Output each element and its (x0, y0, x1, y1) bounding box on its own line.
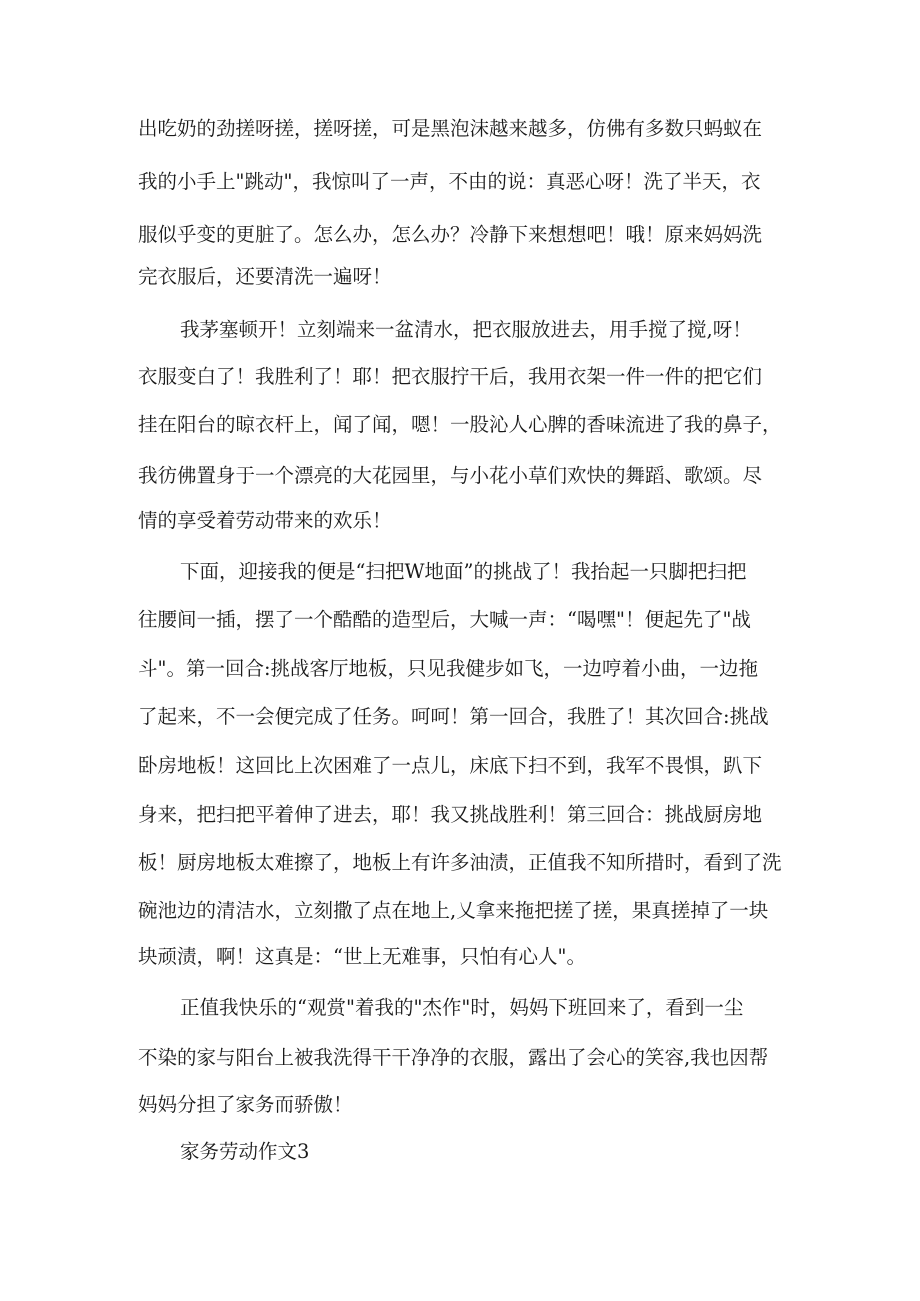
paragraph-2-line-4: 我彷佛置身于一个漂亮的大花园里，与小花小草们欢快的舞蹈、歌颂。尽 (138, 464, 763, 487)
paragraph-3-line-3: 斗"。第一回合:挑战客厅地板，只见我健步如飞，一边哼着小曲，一边拖 (138, 657, 759, 680)
paragraph-3-line-1: 下面，迎接我的便是“扫把W地面”的挑战了！我抬起一只脚把扫把 (180, 560, 747, 583)
paragraph-4-line-2: 不染的家与阳台上被我洗得干干净净的衣服，露出了会心的笑容,我也因帮 (138, 1046, 769, 1069)
paragraph-1-line-2: 我的小手上"跳动"，我惊叫了一声，不由的说：真恶心呀！洗了半天，衣 (138, 170, 761, 193)
paragraph-1-line-3: 服似乎变的更脏了。怎么办，怎么办？冷静下来想想吧！哦！原来妈妈洗 (138, 223, 763, 246)
paragraph-4-line-3: 妈妈分担了家务而骄傲！ (138, 1093, 353, 1116)
paragraph-3-line-2: 往腰间一插，摆了一个酷酷的造型后，大喊一声：“喝嘿"！便起先了"战 (138, 608, 751, 631)
paragraph-4-line-1: 正值我快乐的“观赏"着我的"杰作"时，妈妈下班回来了，看到一尘 (180, 996, 744, 1019)
paragraph-3-line-8: 碗池边的清洁水，立刻撒了点在地上,乂拿来拖把搓了搓，果真搓掉了一块 (138, 899, 769, 922)
paragraph-2-line-2: 衣服变白了！我胜利了！耶！把衣服拧干后，我用衣架一件一件的把它们 (138, 365, 763, 388)
paragraph-3-line-5: 卧房地板！这回比上次困难了一点儿，床底下扫不到，我军不畏惧，趴下 (138, 754, 763, 777)
paragraph-3-line-7: 板！厨房地板太难擦了，地板上有许多油渍，正值我不知所措时，看到了洗 (138, 851, 782, 874)
paragraph-3-line-4: 了起来，不一会便完成了任务。呵呵！第一回合，我胜了！其次回合:挑战 (138, 705, 769, 728)
paragraph-2-line-5: 情的享受着劳动带来的欢乐！ (138, 509, 392, 532)
paragraph-2-line-3: 挂在阳台的晾衣杆上，闻了闻，嗯！一股沁人心脾的香味流进了我的鼻子， (138, 413, 782, 436)
paragraph-1-line-4: 完衣服后，还要清洗一遍呀！ (138, 265, 392, 288)
paragraph-1-line-1: 出吃奶的劲搓呀搓，搓呀搓，可是黑泡沫越来越多，仿佛有多数只蚂蚁在 (138, 117, 763, 140)
paragraph-2-line-1: 我茅塞顿开！立刻端来一盆清水，把衣服放进去，用手搅了搅,呀！ (180, 318, 752, 341)
paragraph-3-line-6: 身来，把扫把平着伸了进去，耶！我又挑战胜利！第三回合：挑战厨房地 (138, 803, 763, 826)
paragraph-3-line-9: 块顽渍，啊！这真是：“世上无难事，只怕有心人"。 (138, 945, 586, 968)
section-heading: 家务劳动作文3 (180, 1140, 310, 1163)
